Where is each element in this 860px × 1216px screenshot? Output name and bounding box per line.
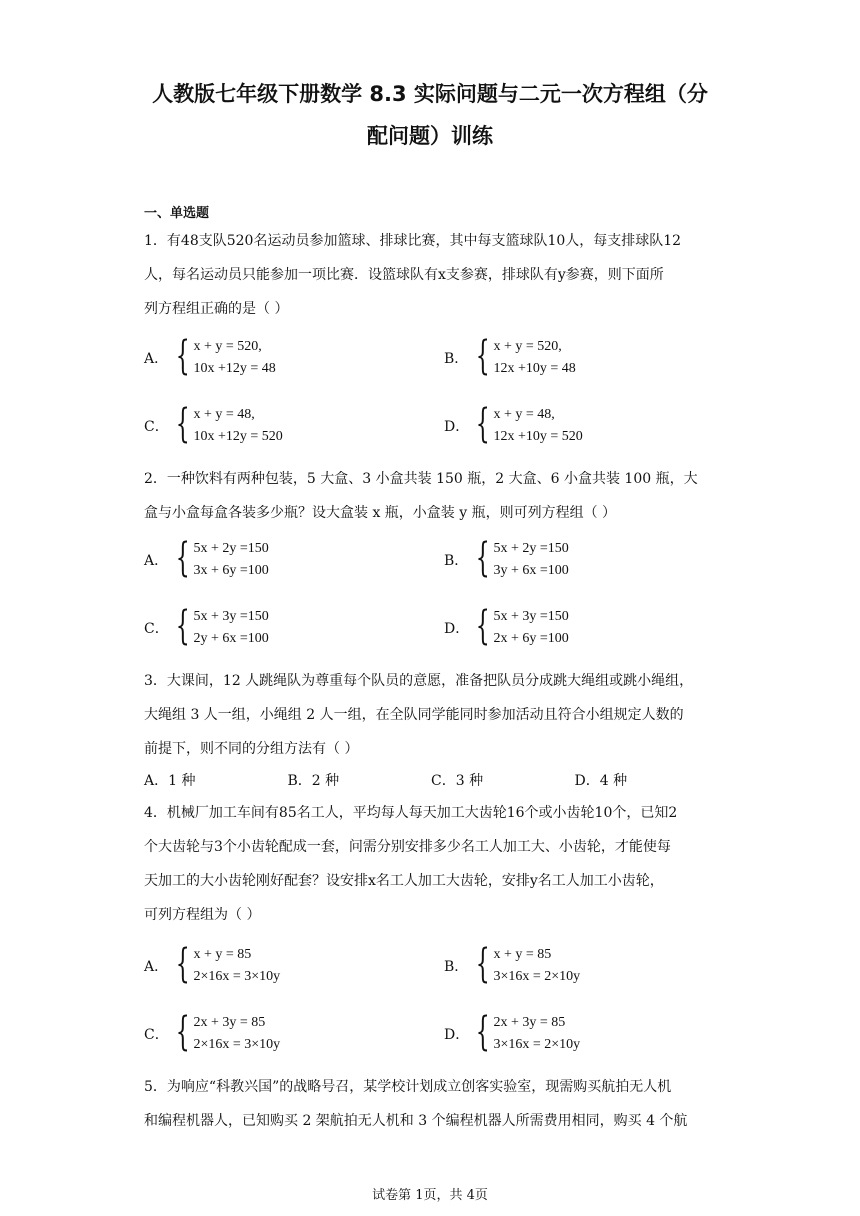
q1-option-d[interactable] xyxy=(444,401,583,448)
equation: 10x +12y = 48 xyxy=(193,361,276,376)
option-label: C． xyxy=(144,621,169,637)
q2-option-b[interactable] xyxy=(444,535,569,582)
equation: 2×16x = 3×10y xyxy=(193,1037,281,1052)
question-4 xyxy=(144,796,718,932)
brace-icon: { xyxy=(475,333,490,379)
option-label: A． xyxy=(144,351,169,367)
brace-icon: { xyxy=(175,535,190,581)
equation: 5x + 3y =150 xyxy=(193,609,269,624)
question-4-line: 个大齿轮与3个小齿轮配成一套，问需分别安排多少名工人加工大、小齿轮，才能使每 xyxy=(144,839,671,855)
option-label: A． xyxy=(144,959,169,975)
equation: 3x + 6y =100 xyxy=(193,563,269,578)
brace-icon: { xyxy=(175,333,190,379)
q2-option-a[interactable] xyxy=(144,535,269,582)
option-label: B． xyxy=(444,959,469,975)
brace-icon: { xyxy=(475,535,490,581)
question-5-line: 和编程机器人，已知购买 2 架航拍无人机和 3 个编程机器人所需费用相同，购买 4 个航 xyxy=(144,1113,688,1129)
question-1-line: 人，每名运动员只能参加一项比赛．设篮球队有x支参赛，排球队有y参赛，则下面所 xyxy=(144,267,664,283)
equation: x + y = 48, xyxy=(193,407,255,422)
option-label: B． xyxy=(444,553,469,569)
brace-icon: { xyxy=(175,401,190,447)
equation: 2x + 3y = 85 xyxy=(193,1015,266,1030)
equation: x + y = 48, xyxy=(493,407,555,422)
q3-option-c[interactable]: C．3 种 xyxy=(431,773,484,789)
question-2-line: 盒与小盒每盒各装多少瓶？设大盒装 x 瓶，小盒装 y 瓶，则可列方程组（ ） xyxy=(144,505,617,521)
equation: x + y = 85 xyxy=(493,947,552,962)
question-4-line: 天加工的大小齿轮刚好配套？设安排x名工人加工大齿轮，安排y名工人加工小齿轮， xyxy=(144,873,664,889)
q3-option-a[interactable]: A．1 种 xyxy=(144,773,196,789)
q4-option-c[interactable] xyxy=(144,1009,281,1056)
question-4-line: 4．机械厂加工车间有85名工人，平均每人每天加工大齿轮16个或小齿轮10个，已知2 xyxy=(144,805,678,821)
equation: 2x + 3y = 85 xyxy=(493,1015,566,1030)
q2-option-c[interactable] xyxy=(144,603,269,650)
equation: x + y = 520, xyxy=(493,339,562,354)
q4-option-a[interactable] xyxy=(144,941,281,988)
equation: 3×16x = 2×10y xyxy=(493,1037,581,1052)
q1-option-b[interactable] xyxy=(444,333,576,380)
question-1-line: 列方程组正确的是（ ） xyxy=(144,301,289,317)
brace-icon: { xyxy=(175,603,190,649)
question-1 xyxy=(144,224,718,326)
option-label: D． xyxy=(444,1027,470,1043)
q3-options xyxy=(144,770,718,790)
equation: 3y + 6x =100 xyxy=(493,563,569,578)
brace-icon: { xyxy=(475,1009,490,1055)
option-label: C． xyxy=(144,1027,169,1043)
q4-option-b[interactable] xyxy=(444,941,581,988)
option-label: D． xyxy=(444,419,470,435)
q4-option-d[interactable] xyxy=(444,1009,581,1056)
equation: 2×16x = 3×10y xyxy=(193,969,281,984)
equation: 2x + 6y =100 xyxy=(493,631,569,646)
equation: 10x +12y = 520 xyxy=(193,429,283,444)
question-5 xyxy=(144,1070,718,1138)
brace-icon: { xyxy=(475,941,490,987)
question-3-line: 3．大课间，12 人跳绳队为尊重每个队员的意愿，准备把队员分成跳大绳组或跳小绳组， xyxy=(144,673,694,689)
brace-icon: { xyxy=(475,603,490,649)
question-3 xyxy=(144,664,718,766)
question-1-line: 1．有48支队520名运动员参加篮球、排球比赛，其中每支篮球队10人，每支排球队12 xyxy=(144,233,682,249)
equation: 5x + 2y =150 xyxy=(493,541,569,556)
equation: 2y + 6x =100 xyxy=(193,631,269,646)
q1-option-c[interactable] xyxy=(144,401,283,448)
brace-icon: { xyxy=(175,941,190,987)
option-label: A． xyxy=(144,553,169,569)
equation: 5x + 2y =150 xyxy=(193,541,269,556)
brace-icon: { xyxy=(175,1009,190,1055)
equation: 5x + 3y =150 xyxy=(493,609,569,624)
q3-option-b[interactable]: B．2 种 xyxy=(287,773,340,789)
option-label: C． xyxy=(144,419,169,435)
option-label: B． xyxy=(444,351,469,367)
question-5-line: 5．为响应“科教兴国”的战略号召，某学校计划成立创客实验室，现需购买航拍无人机 xyxy=(144,1079,672,1095)
equation: 3×16x = 2×10y xyxy=(493,969,581,984)
question-2-line: 2．一种饮料有两种包装，5 大盒、3 小盒共装 150 瓶，2 大盒、6 小盒共装 100 瓶，大 xyxy=(144,471,698,487)
equation: x + y = 520, xyxy=(193,339,262,354)
question-3-line: 大绳组 3 人一组，小绳组 2 人一组，在全队同学能同时参加活动且符合小组规定人数的 xyxy=(144,707,684,723)
question-3-line: 前提下，则不同的分组方法有（ ） xyxy=(144,741,359,757)
question-2 xyxy=(144,462,718,530)
equation: x + y = 85 xyxy=(193,947,252,962)
option-label: D． xyxy=(444,621,470,637)
q2-option-d[interactable] xyxy=(444,603,569,650)
q3-option-d[interactable]: D．4 种 xyxy=(574,773,628,789)
page-title-line2: 配问题）训练 xyxy=(367,124,493,148)
equation: 12x +10y = 48 xyxy=(493,361,576,376)
page-footer: 试卷第 1页，共 4页 xyxy=(372,1188,488,1203)
equation: 12x +10y = 520 xyxy=(493,429,583,444)
q1-option-a[interactable] xyxy=(144,333,276,380)
section-heading: 一、单选题 xyxy=(144,206,210,221)
question-4-line: 可列方程组为（ ） xyxy=(144,907,261,923)
brace-icon: { xyxy=(475,401,490,447)
page-title-line1: 人教版七年级下册数学 8.3 实际问题与二元一次方程组（分 xyxy=(152,82,708,106)
